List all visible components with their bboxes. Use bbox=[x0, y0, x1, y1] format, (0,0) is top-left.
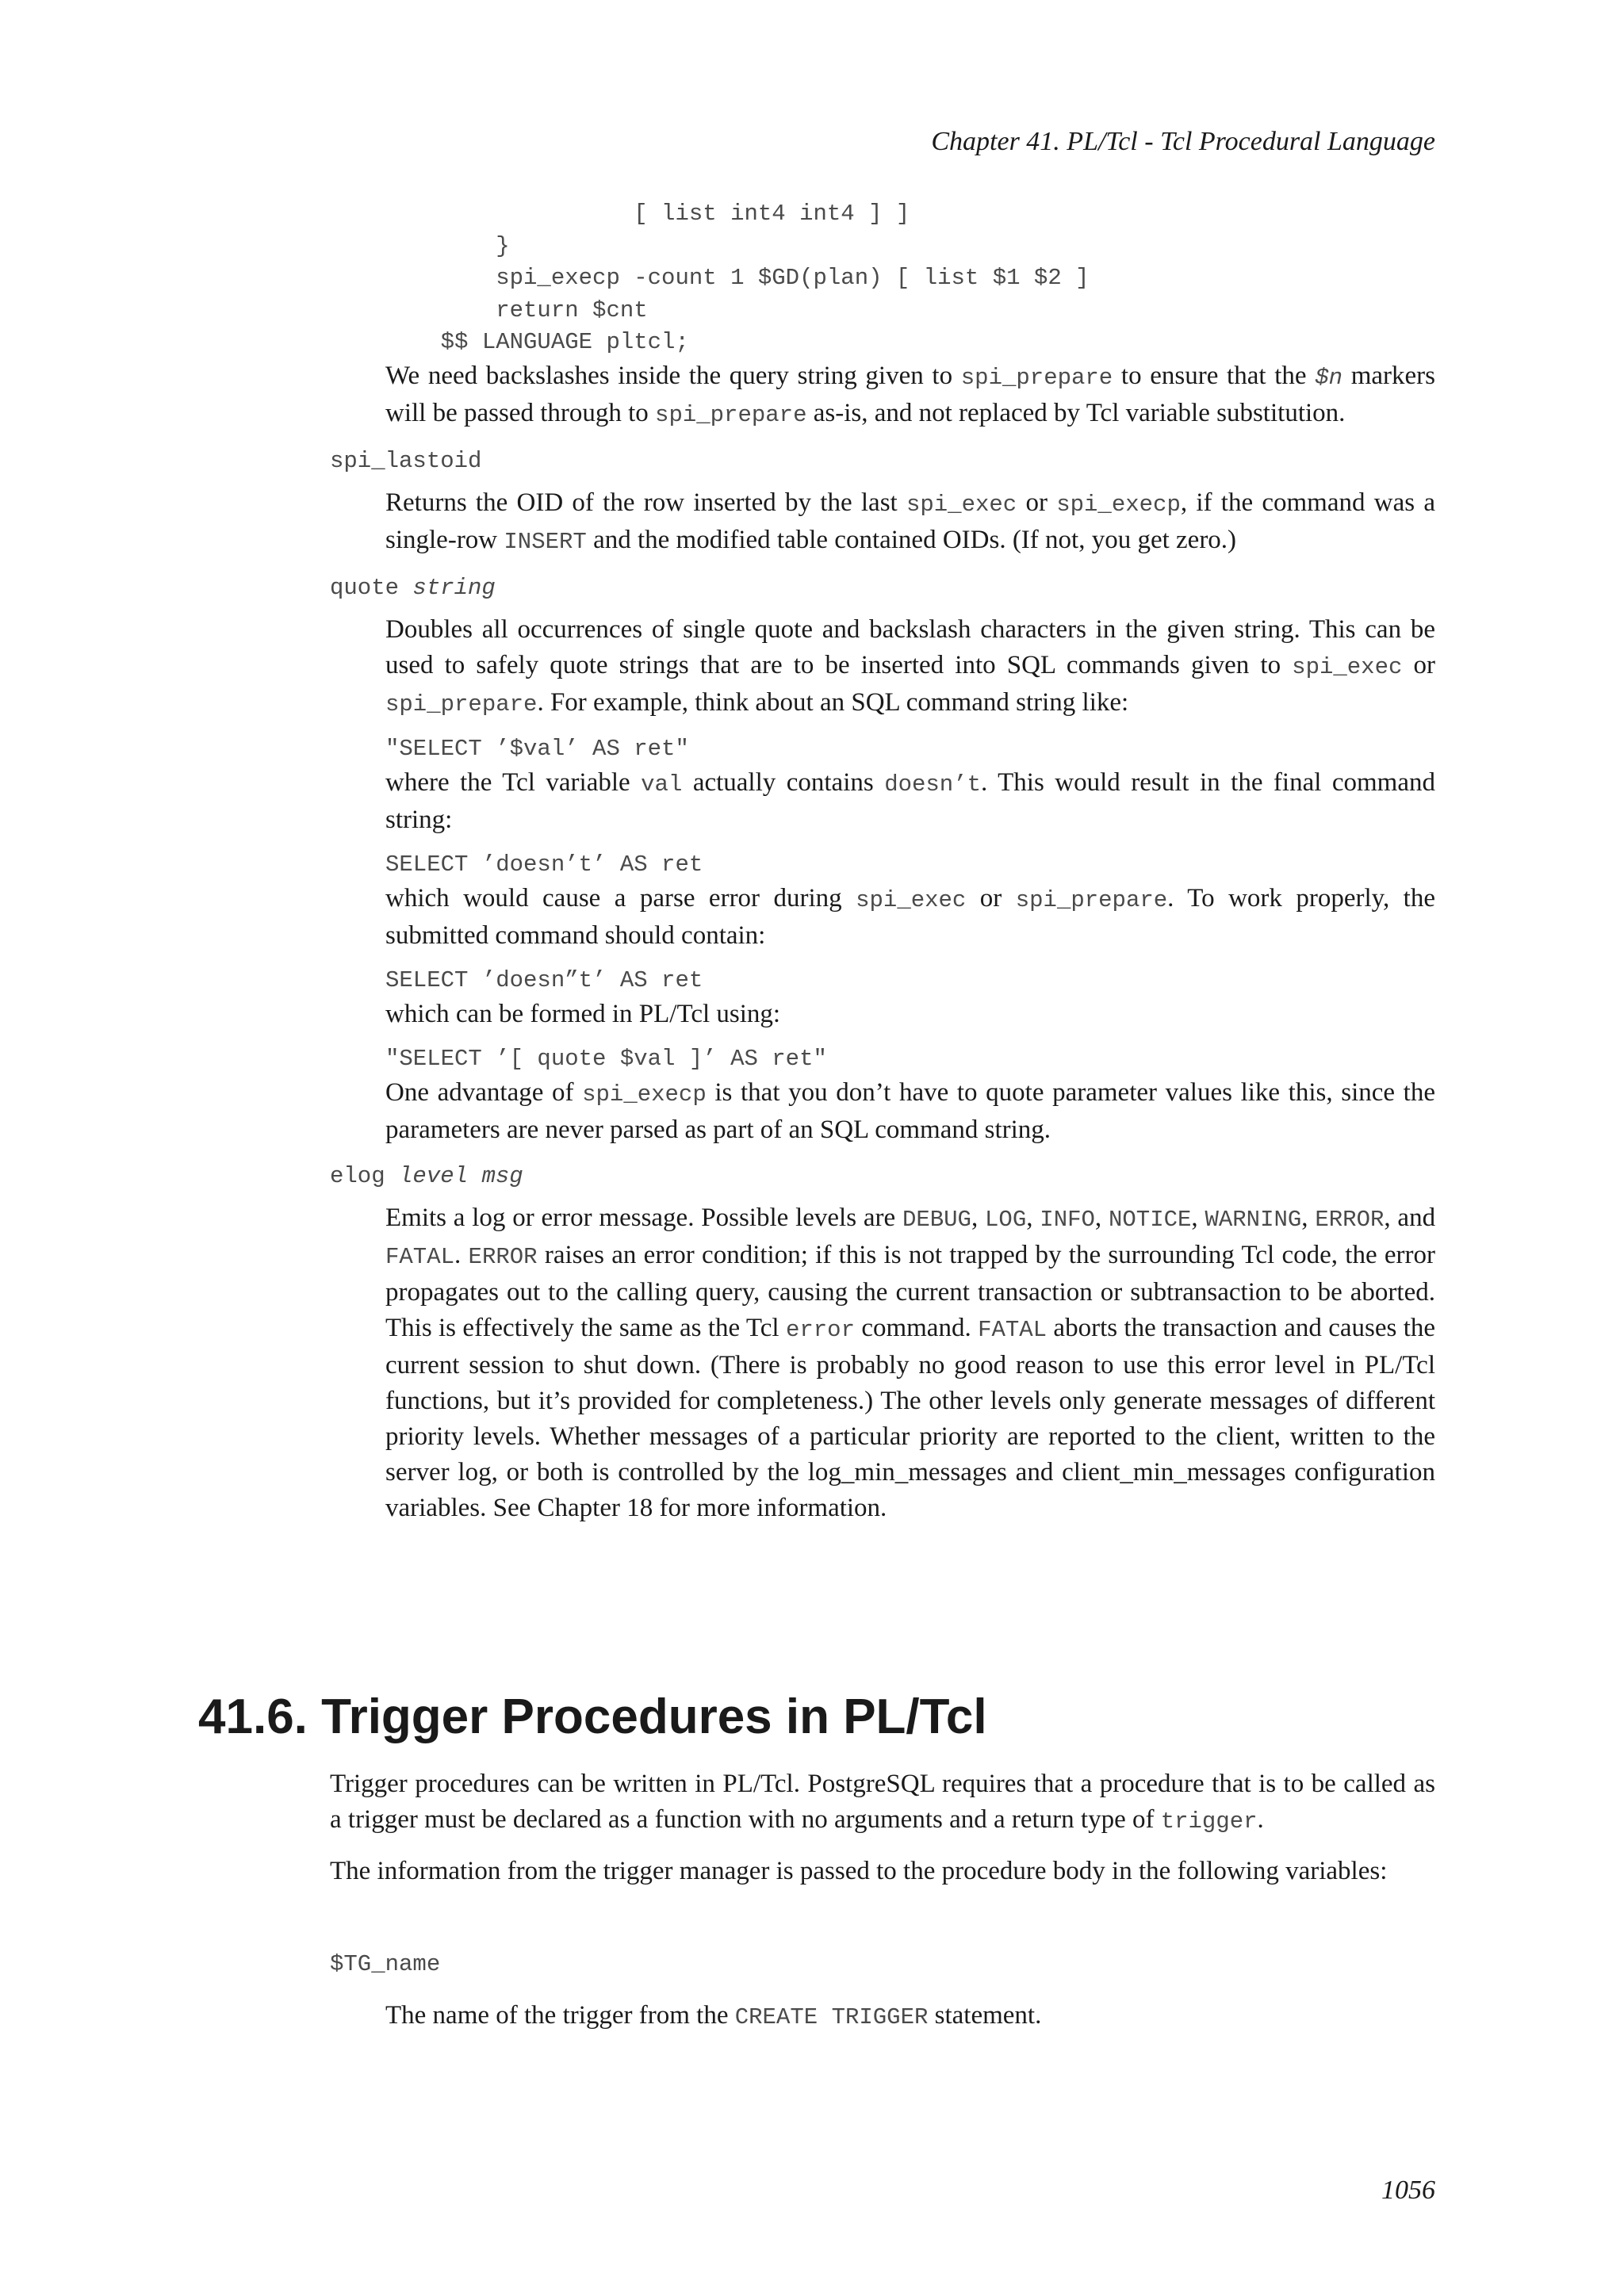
term-command: elog bbox=[330, 1163, 385, 1189]
text: One advantage of bbox=[385, 1078, 583, 1107]
term-argument: string bbox=[412, 575, 496, 601]
quote-paragraph bbox=[330, 765, 1435, 838]
inline-code: spi_exec bbox=[856, 887, 967, 913]
text: actually contains bbox=[682, 768, 885, 797]
text: , bbox=[1191, 1203, 1205, 1232]
elog-description bbox=[330, 1200, 1435, 1526]
inline-code: DEBUG bbox=[902, 1207, 971, 1233]
text: where the Tcl variable bbox=[385, 768, 642, 797]
inline-code: NOTICE bbox=[1108, 1207, 1192, 1233]
text: as-is, and not replaced by Tcl variable substitution. bbox=[806, 399, 1346, 427]
inline-code: error bbox=[785, 1317, 855, 1343]
term-command: quote bbox=[330, 575, 400, 601]
text: raises an error condition; if this is not trapped by the surrounding Tcl code, the error propagates out to the calling query, causing the current transaction or subtransaction to be aborted. This is effectively the same as the Tcl bbox=[385, 1241, 1435, 1342]
inline-code: spi_exec bbox=[1292, 654, 1403, 680]
text: , bbox=[1094, 1203, 1109, 1232]
text: , bbox=[971, 1203, 986, 1232]
section-paragraph bbox=[330, 1766, 1435, 1839]
term-quote bbox=[330, 572, 1435, 604]
text: . bbox=[1257, 1805, 1264, 1834]
text: The name of the trigger from the bbox=[385, 2001, 735, 2030]
inline-code: val bbox=[641, 771, 683, 798]
running-header: Chapter 41. PL/Tcl - Tcl Procedural Language bbox=[931, 127, 1435, 156]
text: , if the command was a single-row bbox=[385, 488, 1435, 554]
inline-code: spi_prepare bbox=[960, 365, 1113, 391]
inline-code: INSERT bbox=[504, 529, 587, 555]
inline-code: trigger bbox=[1160, 1808, 1258, 1835]
spi-lastoid-description bbox=[330, 485, 1435, 560]
inline-code: doesn’t bbox=[884, 771, 982, 798]
term-spi-lastoid: spi_lastoid bbox=[330, 448, 482, 474]
text: or bbox=[966, 884, 1016, 913]
text: command. bbox=[854, 1314, 979, 1342]
spi-prepare-note bbox=[330, 358, 1435, 433]
text: , bbox=[1026, 1203, 1040, 1232]
text: Returns the OID of the row inserted by the last bbox=[385, 488, 906, 517]
text: statement. bbox=[928, 2001, 1042, 2030]
text: We need backslashes inside the query string given to bbox=[385, 362, 961, 390]
term-elog bbox=[330, 1161, 1435, 1192]
text: , bbox=[1301, 1203, 1316, 1232]
text: Trigger procedures can be written in PL/Tcl. PostgreSQL requires that a procedure that is to be called as a trigger must be declared as a function with no arguments and a return type of bbox=[330, 1770, 1435, 1834]
inline-code: spi_execp bbox=[1056, 492, 1181, 518]
term-tg-name: $TG_name bbox=[330, 1951, 441, 1977]
page-number: 1056 bbox=[1381, 2175, 1435, 2205]
inline-code: FATAL bbox=[978, 1317, 1048, 1343]
section-body bbox=[330, 1766, 1435, 2049]
inline-code: FATAL bbox=[385, 1244, 455, 1270]
text: aborts the transaction and causes the current session to shut down. (There is probably no good reason to use this error level in PL/Tcl functions, but it’s provided for completeness.) The other levels only generate messages of different priority levels. Whether messages of a particular priority are reported to the client, written to the server log, or both is controlled by the log_min_messages and client_min_messages configuration variables. See Chapter 18 for more information. bbox=[385, 1314, 1436, 1522]
inline-code: LOG bbox=[985, 1207, 1027, 1233]
inline-code: spi_prepare bbox=[385, 691, 538, 718]
text: , and bbox=[1384, 1203, 1436, 1232]
section-title: 41.6. Trigger Procedures in PL/Tcl bbox=[198, 1689, 987, 1744]
text: or bbox=[1402, 651, 1435, 679]
text: markers will be passed through to bbox=[385, 362, 1435, 427]
inline-code: $n bbox=[1315, 365, 1343, 391]
inline-code: spi_execp bbox=[582, 1081, 707, 1108]
inline-code: CREATE TRIGGER bbox=[734, 2004, 929, 2030]
code-example: "SELECT ’$val’ AS ret" bbox=[385, 736, 689, 762]
text: . For example, think about an SQL command string like: bbox=[537, 688, 1129, 717]
text: and the modified table contained OIDs. (If not, you get zero.) bbox=[586, 526, 1237, 554]
text: . bbox=[454, 1241, 469, 1269]
inline-code: spi_prepare bbox=[1015, 887, 1168, 913]
tg-name-description bbox=[330, 1998, 1435, 2035]
section-paragraph: The information from the trigger manager is passed to the procedure body in the following variables: bbox=[330, 1857, 1388, 1885]
code-example: SELECT ’doesn’t’ AS ret bbox=[385, 851, 703, 878]
text: Doubles all occurrences of single quote and backslash characters in the given string. This can be used to safely quote strings that are to be inserted into SQL commands given to bbox=[385, 615, 1435, 679]
term-argument: level bbox=[399, 1163, 469, 1189]
text: . To work properly, the submitted command should contain: bbox=[385, 884, 1435, 950]
inline-code: spi_prepare bbox=[655, 402, 807, 428]
inline-code: ERROR bbox=[468, 1244, 538, 1270]
text: . This would result in the final command string: bbox=[385, 768, 1435, 834]
inline-code: spi_exec bbox=[906, 492, 1017, 518]
code-example: SELECT ’doesn”t’ AS ret bbox=[385, 967, 703, 993]
quote-paragraph: which can be formed in PL/Tcl using: bbox=[385, 1000, 781, 1028]
text: is that you don’t have to quote parameter values like this, since the parameters are never parsed as part of an SQL command string. bbox=[385, 1078, 1435, 1144]
code-block: [ list int4 int4 ] ] } spi_execp -count 1 $GD(plan) [ list $1 $2 ] return $cnt $$ LANGUAGE pltcl; bbox=[440, 201, 1090, 355]
text: or bbox=[1017, 488, 1057, 517]
text: to ensure that the bbox=[1113, 362, 1316, 390]
term-argument: msg bbox=[481, 1163, 523, 1189]
quote-description bbox=[330, 612, 1435, 722]
text: Emits a log or error message. Possible levels are bbox=[385, 1203, 902, 1232]
inline-code: WARNING bbox=[1205, 1207, 1302, 1233]
main-content bbox=[330, 358, 1435, 1526]
inline-code: INFO bbox=[1040, 1207, 1095, 1233]
quote-paragraph bbox=[330, 881, 1435, 954]
code-example: "SELECT ’[ quote $val ]’ AS ret" bbox=[385, 1046, 827, 1072]
inline-code: ERROR bbox=[1315, 1207, 1385, 1233]
text: which would cause a parse error during bbox=[385, 884, 856, 913]
quote-paragraph bbox=[330, 1075, 1435, 1148]
